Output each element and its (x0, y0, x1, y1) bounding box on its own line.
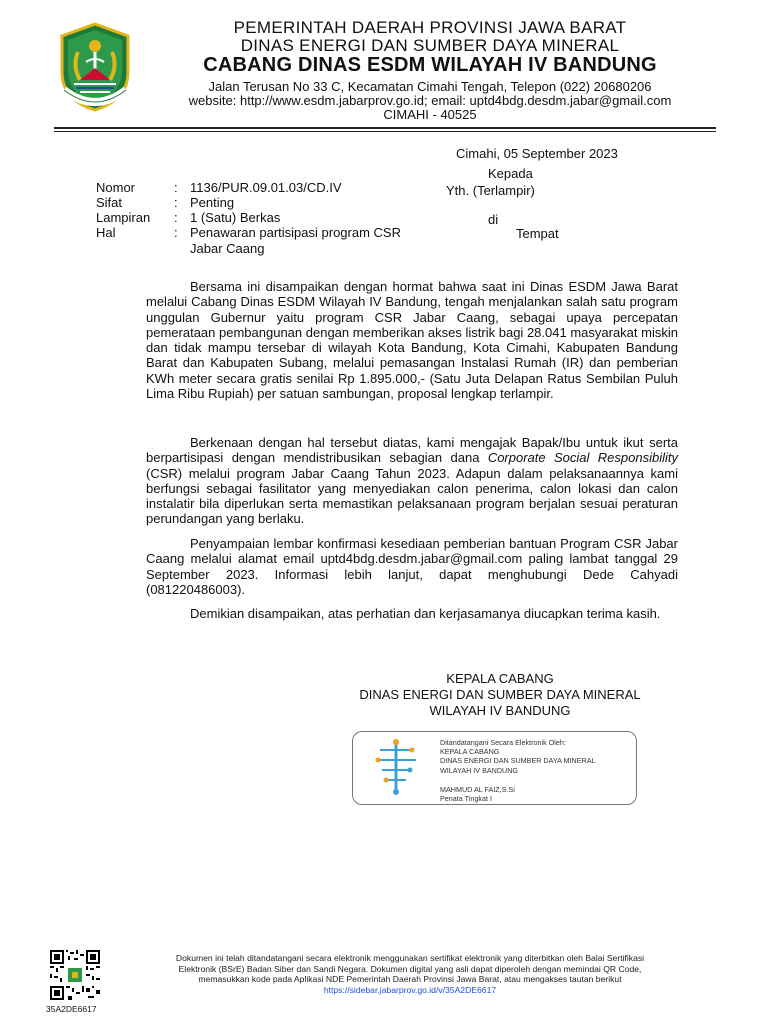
letterhead-divider-thick (54, 127, 716, 129)
meta-colon: : (174, 210, 178, 225)
letter-date: Cimahi, 05 September 2023 (456, 146, 618, 161)
signature-line-1: KEPALA CABANG (446, 671, 554, 686)
meta-value: 1136/PUR.09.01.03/CD.IV (190, 180, 342, 195)
paragraph-text: Penyampaian lembar konfirmasi kesediaan pemberian bantuan Program CSR Jabar Caang melalui alamat email uptd4bdg.desdm.jabar@gmail.com paling lambat tanggal 29 September 2023. Informasi lebih lanjut, dapat menghubungi Dede Cahyadi (081220486003). (146, 536, 678, 597)
body-paragraph-3 (146, 536, 678, 597)
paragraph-text: Demikian disampaikan, atas perhatian dan kerjasamanya diucapkan terima kasih. (190, 606, 661, 621)
paragraph-text-b: (CSR) melalui program Jabar Caang Tahun 2023. Adapun dalam pelaksanaannya kami berfungsi sebagai fasilitator yang menyediakan calon penerima, calon lokasi dan calon instalatir bila diperlukan serta memastikan pelaksanaan program berjalan sesuai peraturan perundangan yang berlaku. (146, 465, 678, 527)
esign-line-1: KEPALA CABANG (440, 747, 500, 757)
letterhead-department: DINAS ENERGI DAN SUMBER DAYA MINERAL (240, 36, 620, 55)
paragraph-text: Bersama ini disampaikan dengan hormat bahwa saat ini Dinas ESDM Jawa Barat melalui Cabang Dinas ESDM Wilayah IV Bandung, tengah menjalankan salah satu program unggulan Gubernur yaitu program CSR Jabar Caang, sebagai upaya percepatan pemerataan pembangunan dengan memberikan akses listrik bagi 28.041 masyarakat miskin dan tidak mampu tersebar di wilayah Kota Bandung, Kota Cimahi, Kabupaten Bandung Barat dan Kabupaten Subang, melalui pemasangan Instalasi Rumah (IR) dan pemberian KWh meter secara gratis senilai Rp 1.895.000,- (Satu Juta Delapan Ratus Sembilan Puluh Lima Ribu Rupiah) per satuan sambungan, proposal lengkap terlampir. (146, 279, 678, 402)
meta-value: 1 (Satu) Berkas (190, 210, 281, 225)
body-paragraph-2 (146, 435, 678, 527)
paragraph-text-a: Berkenaan dengan hal tersebut diatas, kami mengajak Bapak/Ibu untuk ikut serta berpartisipasi dengan mendistribusikan sebagian dana (146, 435, 678, 466)
west-java-emblem-logo (58, 22, 132, 112)
recipient-yth: Yth. (Terlampir) (446, 183, 535, 198)
letterhead-divider-thin (54, 131, 716, 132)
footer-notice (130, 953, 690, 995)
meta-label: Nomor (96, 180, 136, 195)
esign-line-3: WILAYAH IV BANDUNG (440, 765, 519, 775)
paragraph-text (146, 435, 678, 527)
body-paragraph-4 (146, 606, 678, 621)
meta-colon: : (174, 225, 178, 240)
esign-header: Ditandatangani Secara Elektronik Oleh: (440, 738, 566, 747)
footer-line-2: Elektronik (BSrE) Badan Siber dan Sandi Negara. Dokumen digital yang asli dapat diperoleh dengan memindai QR Code, (178, 963, 642, 974)
signature-line-3: WILAYAH IV BANDUNG (429, 703, 571, 718)
letterhead-address: Jalan Terusan No 33 C, Kecamatan Cimahi Tengah, Telepon (022) 20680206 (208, 79, 652, 94)
footer-line-1: Dokumen ini telah ditandatangani secara elektronik menggunakan sertifikat elektronik yang diterbitkan oleh Balai Sertifikasi (175, 953, 645, 963)
letterhead-city: CIMAHI - 40525 (383, 107, 477, 122)
recipient-di: di (488, 212, 499, 227)
letterhead-website: website: http://www.esdm.jabarprov.go.id; email: uptd4bdg.desdm.jabar@gmail.com (188, 93, 672, 108)
letterhead-government: PEMERINTAH DAERAH PROVINSI JAWA BARAT (233, 18, 627, 37)
recipient-tempat: Tempat (516, 226, 559, 241)
meta-label: Sifat (96, 195, 123, 210)
letterhead-branch: CABANG DINAS ESDM WILAYAH IV BANDUNG (203, 54, 657, 76)
csr-term: Corporate Social Responsibility (487, 450, 678, 466)
meta-value: Penting (190, 195, 235, 210)
bsre-signature-icon (372, 736, 422, 798)
footer-line-3: memasukkan kode pada Aplikasi NDE Pemerintah Daerah Provinsi Jawa Barat, atau mengakses tautan berikut (198, 974, 622, 985)
verification-qr-code[interactable] (50, 950, 100, 1000)
esign-line-2: DINAS ENERGI DAN SUMBER DAYA MINERAL (440, 756, 596, 766)
meta-colon: : (174, 180, 178, 195)
meta-label: Hal (96, 225, 116, 240)
recipient-kepada: Kepada (488, 166, 533, 181)
body-paragraph-1 (146, 279, 678, 401)
esign-signer-name: MAHMUD AL FAIZ,S.Si (440, 784, 515, 794)
esign-details (440, 738, 596, 803)
verification-link[interactable]: https://sidebar.jabarprov.go.id/v/35A2DE6617 (323, 984, 497, 995)
signature-title (300, 671, 700, 719)
meta-colon: : (174, 195, 178, 210)
esign-signer-rank: Penata Tingkat I (440, 794, 492, 804)
qr-document-id: 35A2DE6617 (46, 1004, 97, 1014)
signature-line-2: DINAS ENERGI DAN SUMBER DAYA MINERAL (359, 687, 641, 702)
meta-label: Lampiran (96, 210, 151, 225)
meta-value: Penawaran partisipasi program CSR Jabar Caang (190, 225, 401, 256)
